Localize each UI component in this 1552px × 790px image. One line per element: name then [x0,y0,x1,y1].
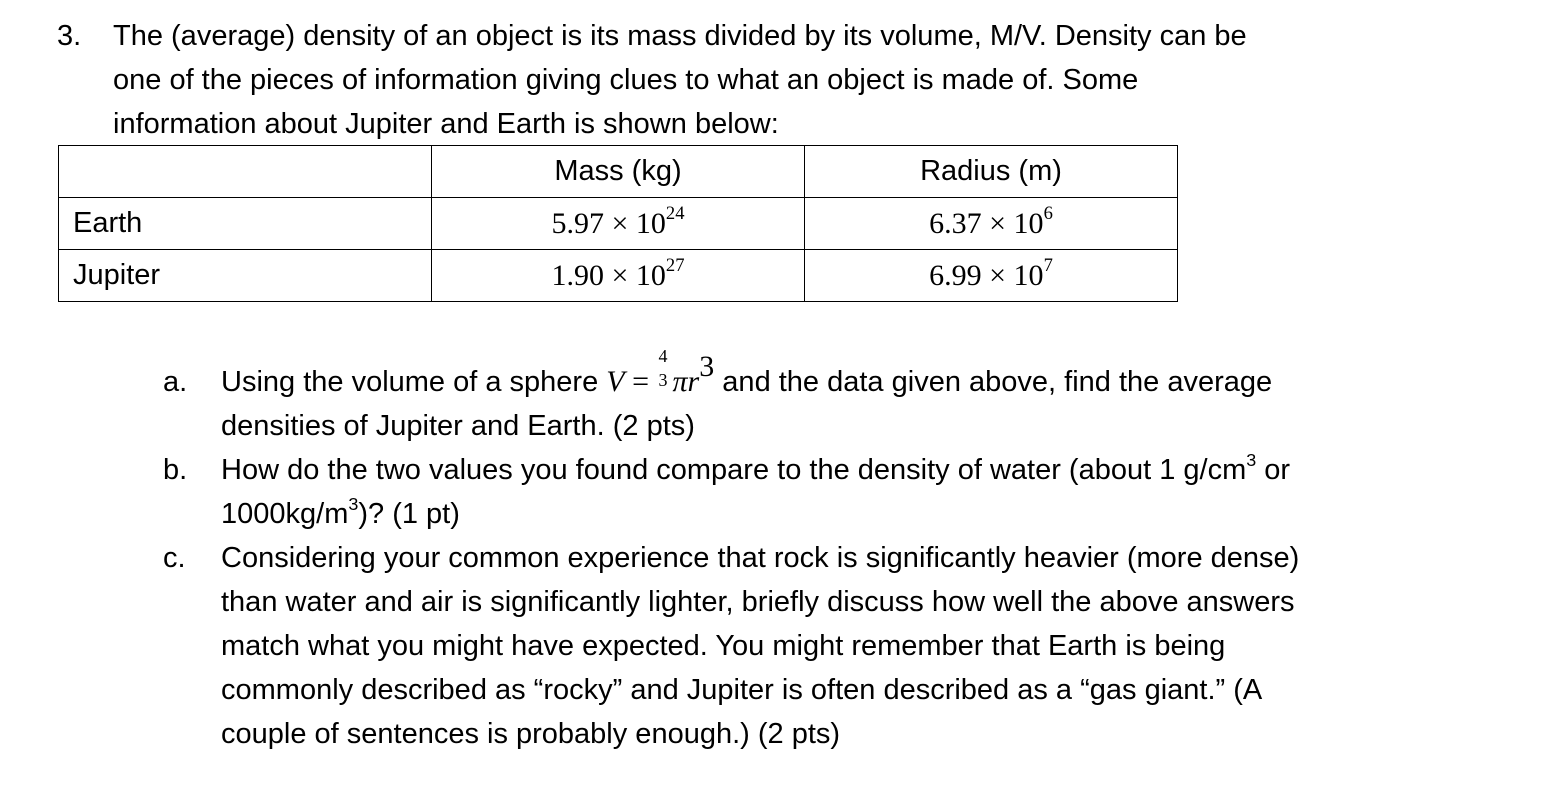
r-exponent: 3 [699,349,715,383]
four-thirds-fraction [658,346,672,391]
equals-sign: = [624,365,657,398]
volume-variable: V [606,365,625,398]
part-c-line: than water and air is significantly lighter, briefly discuss how well the above answers [221,586,1295,618]
table-row [59,198,1178,250]
part-b-text-2-post: )? (1 pt) [358,498,460,530]
fraction-numerator: 4 [658,346,668,366]
jupiter-mass [432,250,805,302]
intro-line: The (average) density of an object is its mass divided by its volume, M/V. Density can be [113,20,1247,52]
cm-cubed-exponent: 3 [1246,449,1257,470]
part-c-line: match what you might have expected. You might remember that Earth is being [221,630,1226,662]
question-intro [113,14,1497,146]
part-a-line: densities of Jupiter and Earth. (2 pts) [221,410,695,442]
earth-mass [432,198,805,250]
part-c [163,536,1503,756]
fraction-denominator: 3 [658,370,668,390]
planet-data-table [58,145,1178,302]
question-parts [163,346,1503,756]
pi-r: πr [672,365,700,398]
earth-radius-base: 6.37 × 10 [929,206,1044,240]
intro-line: one of the pieces of information giving clues to what an object is made of. Some [113,64,1139,96]
part-a [163,346,1503,448]
part-c-label: c. [163,542,186,574]
jupiter-radius-exponent: 7 [1043,254,1053,276]
table-row [59,250,1178,302]
part-b-line [221,448,1503,492]
part-b-text-2: 1000kg/m [221,498,349,530]
part-c-line: Considering your common experience that rock is significantly heavier (more dense) [221,542,1300,574]
row-name-jupiter: Jupiter [59,250,432,302]
part-b-text: How do the two values you found compare to the density of water (about 1 g/cm [221,454,1247,486]
earth-mass-exponent: 24 [665,202,685,224]
header-cell-blank [59,146,432,198]
part-b-text-post: or [1256,454,1291,486]
table-header-row [59,146,1178,198]
earth-radius [805,198,1178,250]
part-a-line [221,346,1503,404]
part-a-label: a. [163,366,188,398]
part-b [163,448,1503,536]
part-b-label: b. [163,454,188,486]
part-c-line: couple of sentences is probably enough.) (2 pts) [221,718,841,750]
m-cubed-exponent: 3 [348,493,359,514]
jupiter-mass-base: 1.90 × 10 [551,258,666,292]
part-b-line [221,492,1503,536]
intro-line: information about Jupiter and Earth is shown below: [113,108,779,140]
jupiter-radius [805,250,1178,302]
part-a-text-post: and the data given above, find the average [714,366,1273,398]
header-cell-radius: Radius (m) [805,146,1178,198]
part-c-line: commonly described as “rocky” and Jupiter is often described as a “gas giant.” (A [221,674,1263,706]
question-number: 3. [57,20,82,52]
header-cell-mass: Mass (kg) [432,146,805,198]
part-a-text: Using the volume of a sphere [221,366,607,398]
jupiter-radius-base: 6.99 × 10 [929,258,1044,292]
row-name-earth: Earth [59,198,432,250]
question-3 [57,14,1497,146]
earth-mass-base: 5.97 × 10 [551,206,666,240]
jupiter-mass-exponent: 27 [665,254,685,276]
earth-radius-exponent: 6 [1043,202,1053,224]
